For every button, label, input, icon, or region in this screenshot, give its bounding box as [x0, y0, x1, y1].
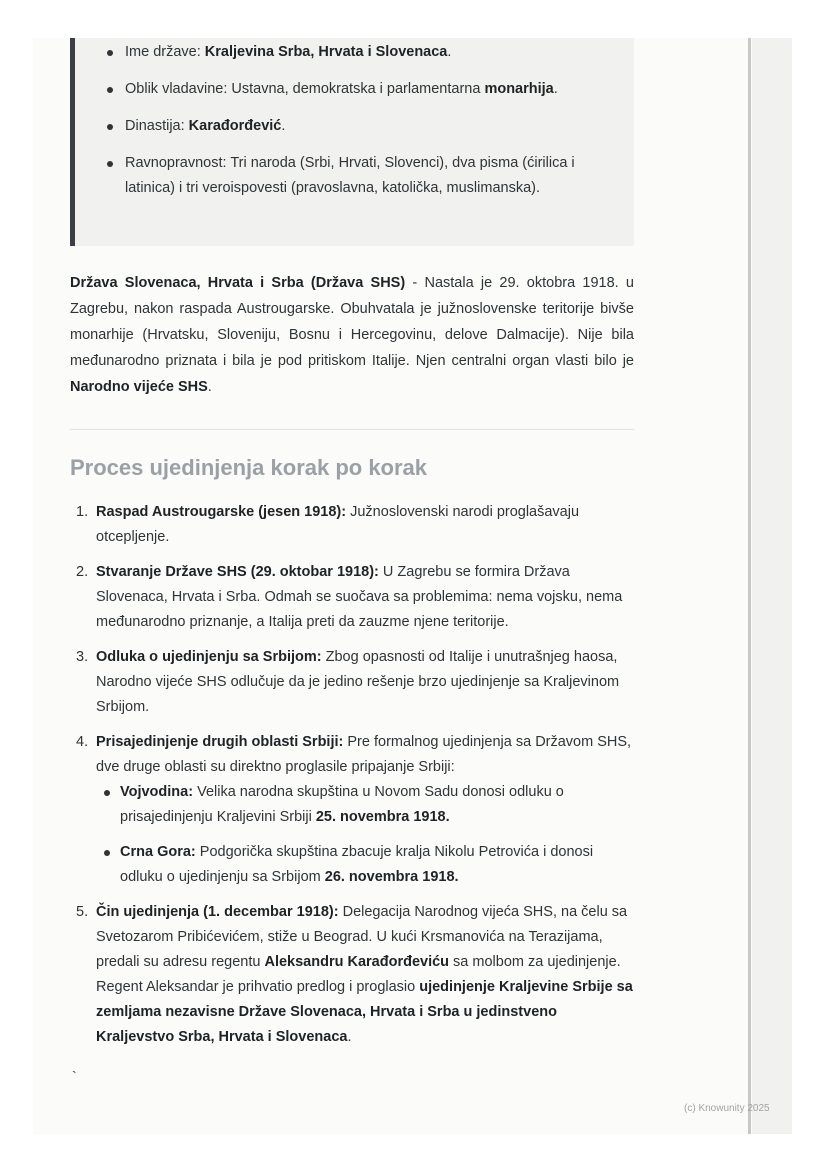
page-edge-shadow [748, 38, 751, 1134]
state-shs-organ: Narodno vijeće SHS [70, 379, 208, 395]
annexation-sublist [96, 780, 634, 890]
sub-item-vojvodina: Vojvodina: Velika narodna skupština u Novom Sadu donosi odluku o prisajedinjenju Kraljevini Srbiji 25. novembra 1918. [96, 780, 634, 830]
step-item: 4. Prisajedinjenje drugih oblasti Srbiji: Pre formalnog ujedinjenja sa Državom SHS, dve druge oblasti su direktno proglasile pripajanje Srbiji: Vojvodina: Velika narodna skupština u Novom Sadu donosi odluku o prisajedinjenju Kraljevini Srbiji 25. novembra 1918. Crna Gora: Podgorička skupština zbacuje kralja Nikolu Petrovića i donosi odluku o ujedinjenju sa Srbijom 26. novembra 1918. [70, 730, 634, 890]
copyright-footer: (c) Knowunity 2025 [684, 1103, 770, 1114]
summary-item-name: Ime države: Kraljevina Srba, Hrvata i Slovenaca. [105, 40, 605, 65]
summary-item-government: Oblik vladavine: Ustavna, demokratska i parlamentarna monarhija. [105, 77, 605, 102]
unification-steps-list [70, 500, 634, 1060]
summary-list [105, 40, 605, 213]
summary-item-dynasty: Dinastija: Karađorđević. [105, 114, 605, 139]
step-item: 2. Stvaranje Države SHS (29. oktobar 1918): U Zagrebu se formira Država Slovenaca, Hrvata i Srba. Odmah se suočava sa problemima: nema vojsku, nema međunarodno priznanje, a Italija preti da zauzme njene teritorije. [76, 564, 623, 630]
sub-item-crna-gora: Crna Gora: Podgorička skupština zbacuje kralja Nikolu Petrovića i donosi odluku o ujedinjenju sa Srbijom 26. novembra 1918. [96, 840, 634, 890]
stray-mark: ` [72, 1068, 77, 1084]
step-item: 5. Čin ujedinjenja (1. decembar 1918): Delegacija Narodnog vijeća SHS, na čelu sa Svetozarom Pribićevićem, stiže u Beograd. U kući Krsmanovića na Terazijama, predali su adresu regentu Aleksandru Karađorđeviću sa molbom za ujedinjenje. Regent Aleksandar je prihvatio predlog i proglasio ujedinjenje Kraljevine Srbije sa zemljama nezavisne Države Slovenaca, Hrvata i Srba u jedinstveno Kraljevstvo Srba, Hrvata i Slovenaca. [76, 904, 633, 1045]
step-item: 1. Raspad Austrougarske (jesen 1918): Južnoslovenski narodi proglašavaju otcepljenje. [76, 504, 580, 545]
summary-item-equality: Ravnopravnost: Tri naroda (Srbi, Hrvati, Slovenci), dva pisma (ćirilica i latinica) i tri veroispovesti (pravoslavna, katolička, muslimanska). [105, 151, 605, 201]
section-heading: Proces ujedinjenja korak po korak [70, 455, 428, 480]
state-shs-paragraph: Država Slovenaca, Hrvata i Srba (Država SHS) - Nastala je 29. oktobra 1918. u Zagrebu, nakon raspada Austrougarske. Obuhvatala je južnoslovenske teritorije bivše monarhije (Hrvatsku, Sloveniju, Bosnu i Hercegovinu, delove Dalmacije). Nije bila međunarodno priznata i bila je pod pritiskom Italije. Njen centralni organ vlasti bilo je Narodno vijeće SHS. [70, 275, 635, 395]
section-divider [70, 429, 634, 430]
right-margin-panel [752, 38, 792, 1134]
state-shs-title: Država Slovenaca, Hrvata i Srba (Država SHS) [70, 275, 406, 291]
summary-callout [70, 38, 634, 246]
step-item: 3. Odluka o ujedinjenju sa Srbijom: Zbog opasnosti od Italije i unutrašnjeg haosa, Narodno vijeće SHS odlučuje da je jedino rešenje brzo ujedinjenje sa Kraljevinom Srbijom. [76, 649, 620, 715]
